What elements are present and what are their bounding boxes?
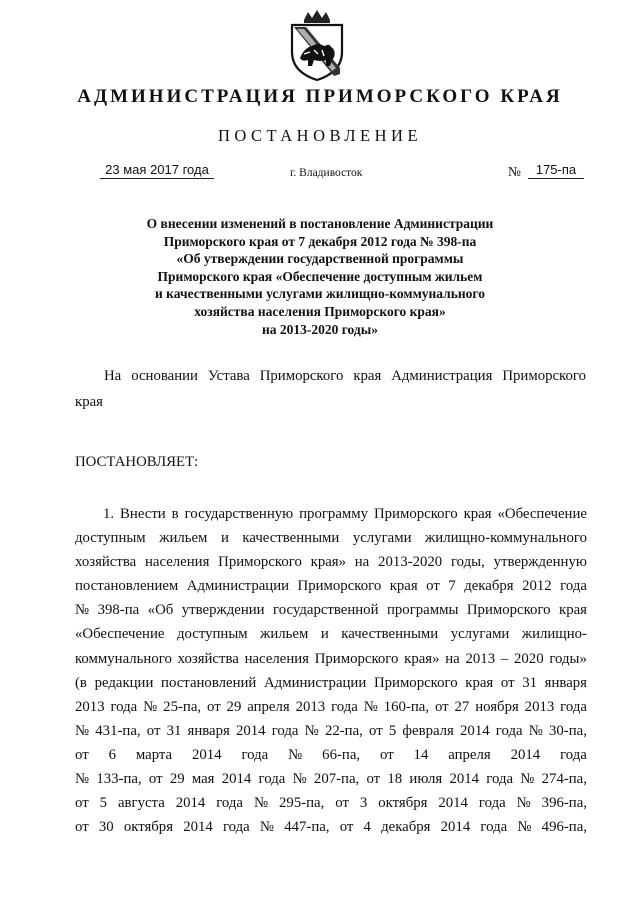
word: года [560,698,587,715]
word: января [544,674,587,691]
word: года [331,698,358,715]
word: 3 [359,795,368,812]
word: доступным [75,530,146,547]
word: Приморского [218,554,302,571]
word: 1. [103,506,115,522]
word: года [480,819,508,836]
crown-shape [304,10,330,20]
word: края [353,368,382,384]
word: 2013 [524,698,555,715]
word: 30 [98,819,114,836]
word: качественными [242,530,340,547]
word: № [363,698,378,715]
word: № [292,771,307,788]
word: года [258,771,286,788]
word: 2014 [235,722,266,739]
word: от [146,722,161,739]
word: 18 [387,771,403,788]
body-line [75,647,587,671]
word: 496-па, [541,819,587,836]
word: 7 [448,578,456,595]
word: 398-па [97,602,140,619]
word: Администрация [391,368,493,384]
word: № [143,698,158,715]
word: края [389,578,418,595]
word: апреля [247,698,290,715]
word: жилищно- [521,626,587,643]
word: коммунального [75,650,172,667]
word: услугами [450,626,510,643]
subject-line: О внесении изменений в постановление Администрации [146,216,494,231]
word: января [187,722,230,739]
body-line [75,719,587,743]
word: 14 [413,746,429,763]
word: На [104,368,122,384]
word: Администрации [186,578,290,595]
body-line [75,767,587,791]
subject-line: Приморского края от 7 декабря 2012 года № 398-па [163,233,477,249]
word: № [75,771,90,788]
word: качественными [341,626,439,643]
word: жильем [260,626,309,643]
body-line [75,791,587,815]
word: от [75,795,89,812]
word: апреля [448,746,491,763]
word: Внести [120,506,166,522]
word: ноября [475,698,519,715]
word: № [517,819,532,836]
word: декабря [464,578,514,595]
word: 295-па, [279,795,325,812]
word: от [75,746,89,763]
word: 5 [99,795,108,812]
word: года [241,746,269,763]
word: редакции [94,674,154,691]
word: марта [135,746,173,763]
word: 2014 [192,746,222,763]
word: Приморского [373,506,458,522]
word: от [434,698,449,715]
word: от [339,819,354,836]
body-line [75,598,587,622]
crown-band [304,20,330,23]
word: 22-па, [324,722,363,739]
word: октября [378,795,428,812]
document-date: 23 мая 2017 года [100,162,214,179]
word: от [369,722,383,739]
word: от [500,674,515,691]
word: Приморского [466,602,551,619]
word: (в [75,674,87,691]
word: государственную [184,506,294,522]
word: 2013 [295,698,326,715]
word: на [445,650,460,667]
word: постановлений [161,674,257,691]
word: 27 [454,698,470,715]
word: и [220,530,229,547]
word: июля [409,771,443,788]
word: года [110,698,138,715]
word: 396-па, [541,795,587,812]
word: годы, [450,554,485,571]
word: края [559,602,587,619]
word: услугами [352,530,412,547]
word: в [171,506,179,522]
word: от [379,746,394,763]
word: государственной [273,602,379,619]
word: жилищно-коммунального [425,530,587,547]
word: № [259,819,275,836]
word: № [288,746,303,763]
word: от [206,698,221,715]
word: программы [386,602,459,619]
body-line [75,815,587,839]
word: доступным [176,626,248,643]
word: от [335,795,349,812]
word: 2013 [75,698,105,715]
word: программу [299,506,369,522]
word: и [320,626,329,643]
word: 5 [388,722,397,739]
resolves-heading: ПОСТАНОВЛЯЕТ: [75,454,199,470]
word: Приморского [297,578,382,595]
word: 29 [169,771,185,788]
word: основании [131,368,198,384]
word: от [75,819,89,836]
word: годы» [549,650,587,667]
word: 6 [108,746,116,763]
body-line [75,550,587,574]
word: 29 [226,698,242,715]
word: 2014 [221,771,252,788]
word: февраля [402,722,454,739]
word: 207-па, [313,771,360,788]
word: от [148,771,163,788]
word: № [528,722,543,739]
subject-line: Приморского края «Обеспечение доступным жильем [157,268,483,284]
word: населения [144,554,210,571]
word: 431-па, [95,722,141,739]
word: 2020 [514,650,544,667]
word: 2013 [465,650,496,667]
word: года [271,722,299,739]
word: 2014 [183,819,213,836]
subject-line: «Об утверждении государственной программы [176,251,464,267]
body-line [75,622,587,646]
word: на [354,554,370,571]
word: мая [191,771,215,788]
word: № [75,722,90,739]
word: утвержденную [493,554,587,571]
word: от [426,578,440,595]
word: 30-па, [548,722,587,739]
word: года [222,819,250,836]
document-type: ПОСТАНОВЛЕНИЕ [217,126,423,145]
word: 25-па, [163,698,202,715]
word: – [500,650,509,667]
word: Приморского [502,368,586,384]
body-line [75,671,587,695]
document-number-label: № [508,164,521,179]
body-line [75,526,587,550]
word: 2012 [522,578,552,595]
body-line [75,574,587,598]
word: 2014 [449,771,480,788]
word: 2014 [510,746,541,763]
resolution-body [75,502,587,839]
body-line [75,502,587,526]
word: 31 [522,674,538,691]
word: края [465,674,494,691]
word: Приморского [314,650,399,667]
word: 2014 [175,795,206,812]
coat-of-arms-svg [284,8,350,82]
document-number: 175-па [528,162,584,179]
word: хозяйства [177,650,239,667]
word: года [478,795,506,812]
word: края» [310,554,346,571]
word: № [304,722,319,739]
basis-paragraph-continuation: края [75,394,103,410]
word: № [516,795,531,812]
basis-paragraph-line [104,368,586,385]
subject-line: на 2013-2020 годы» [261,321,379,337]
word: «Обеспечение [497,506,587,522]
word: Администрации [264,674,367,691]
word: «Обеспечение [75,626,165,643]
subject-line: хозяйства населения Приморского края» [194,303,446,319]
word: года [560,746,587,763]
document-subject [0,215,640,338]
word: 2014 [440,819,471,836]
word: жильем [159,530,208,547]
organization-title: АДМИНИСТРАЦИЯ ПРИМОРСКОГО КРАЯ [77,86,563,107]
word: 133-па, [96,771,142,788]
body-line [75,695,587,719]
document-city: г. Владивосток [290,167,363,179]
word: года [560,578,587,595]
word: № [253,795,269,812]
word: № [520,771,535,788]
word: 2014 [438,795,468,812]
word: 31 [166,722,182,739]
word: населения [244,650,309,667]
word: «Об [147,602,174,619]
body-line [75,743,587,767]
primorsky-krai-coat-of-arms-icon [284,8,350,82]
word: утверждении [181,602,265,619]
word: Приморского [259,368,344,384]
word: постановлением [75,578,179,595]
word: 4 [363,819,371,836]
tiger-head [325,45,331,51]
word: октября [123,819,174,836]
word: 274-па, [541,771,587,788]
word: 447-па, [284,819,330,836]
subject-line: и качественными услугами жилищно-коммунального [155,286,485,302]
word: края» [404,650,440,667]
word: 160-па, [383,698,430,715]
word: года [216,795,244,812]
word: года [486,771,514,788]
word: 2014 [460,722,490,739]
word: № [75,602,90,619]
word: года [495,722,523,739]
word: Устава [207,368,250,384]
word: 2013-2020 [378,554,443,571]
word: края [463,506,492,522]
word: хозяйства [75,554,137,571]
word: Приморского [373,674,458,691]
word: от [366,771,381,788]
word: декабря [381,819,431,836]
word: августа [117,795,165,812]
word: 66-па, [322,746,361,763]
